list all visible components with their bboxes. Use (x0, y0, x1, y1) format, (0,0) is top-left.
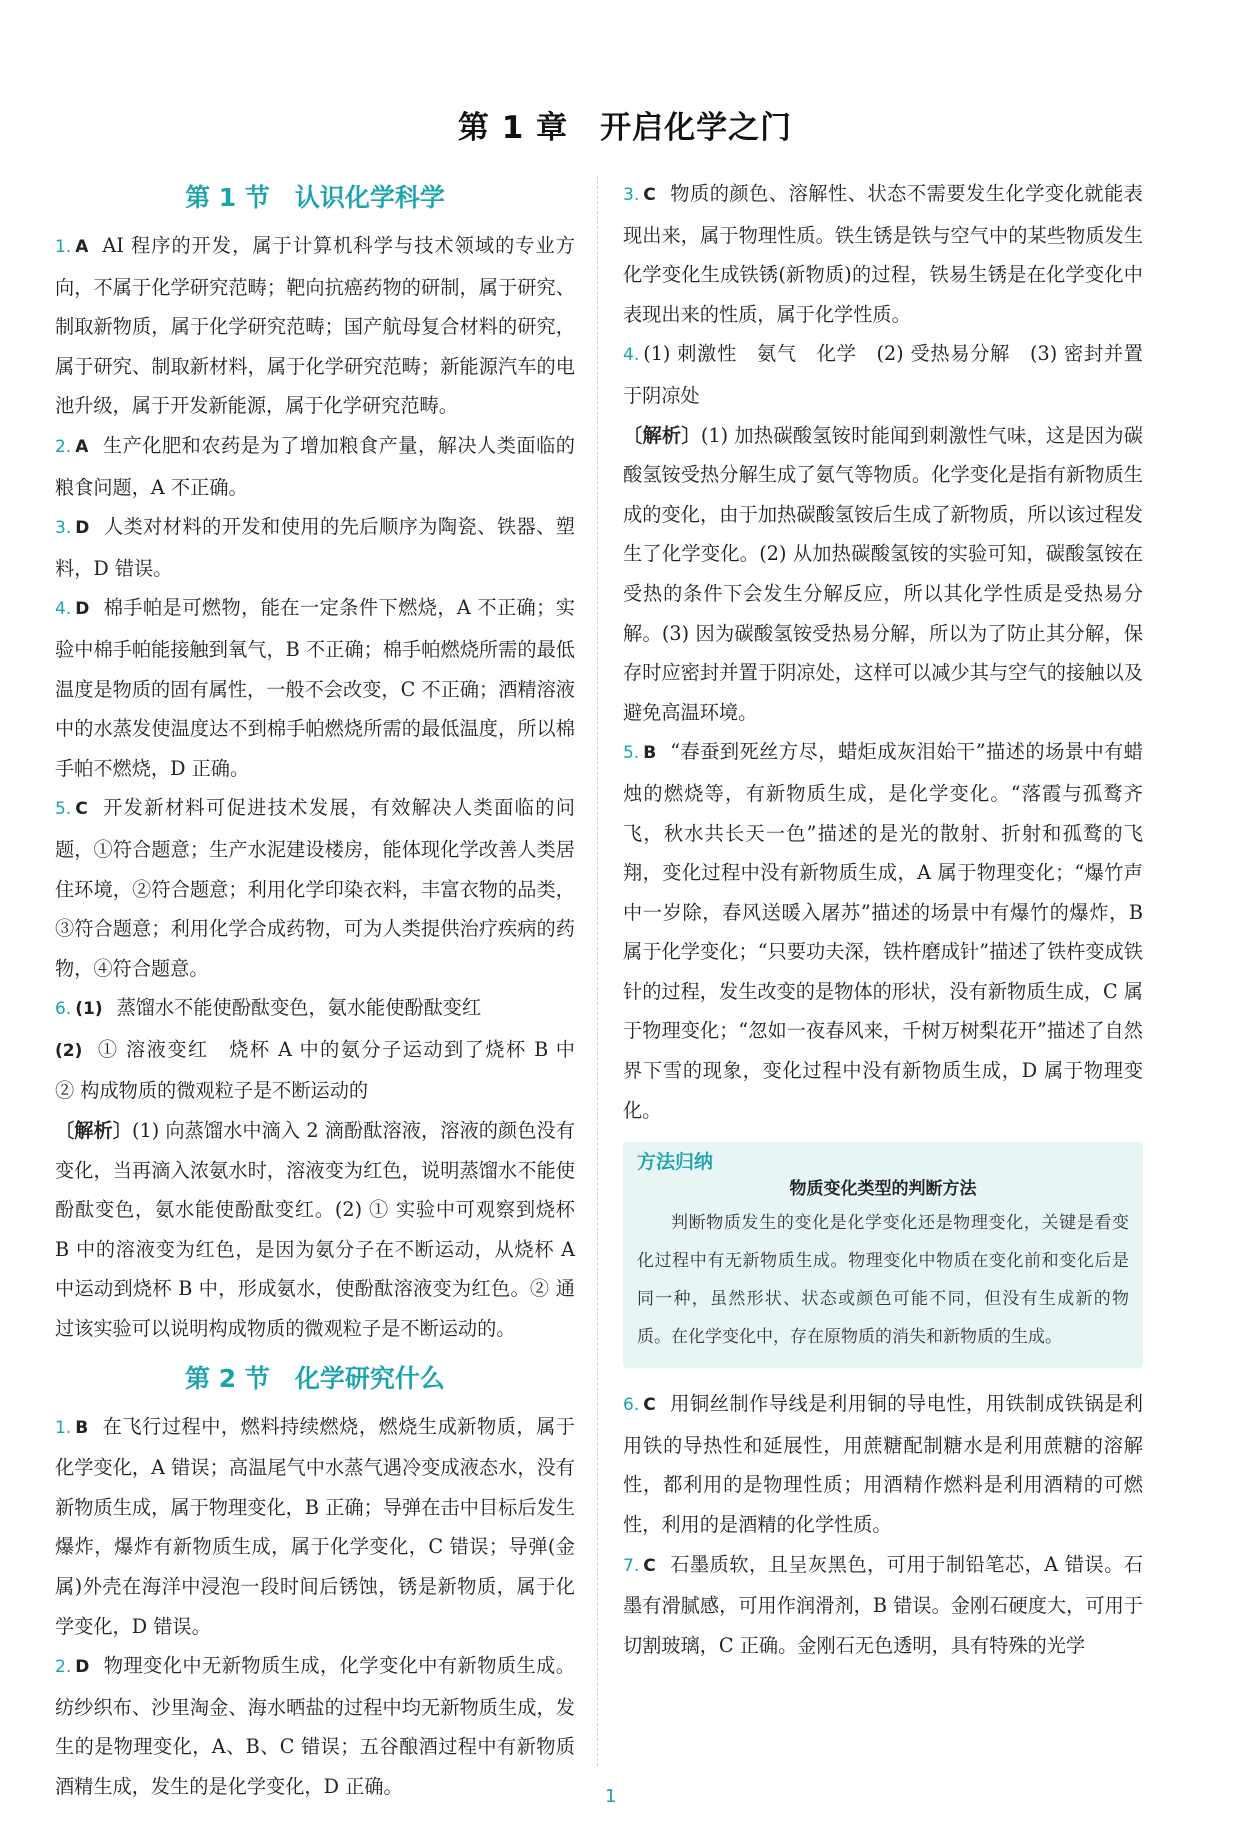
answer-text: ① 溶液变红 烧杯 A 中的氨分子运动到了烧杯 B 中 ② 构成物质的微观粒子是不断运动的 (55, 1037, 595, 1103)
analysis-paragraph (623, 416, 1143, 733)
answer-item (55, 1407, 575, 1647)
explanation-text: AI 程序的开发，属于计算机科学与技术领域的专业方向，不属于化学研究范畴；靶向抗癌药物的研制，属于研究、制取新物质，属于化学研究范畴；国产航母复合材料的研究，属于研究、制取新材料，属于化学研究范畴；新能源汽车的电池升级，属于开发新能源，属于化学研究范畴。 (55, 234, 575, 418)
answer-choice: C (75, 799, 88, 820)
explanation-text: 生产化肥和农药是为了增加粮食产量，解决人类面临的粮食问题，A 不正确。 (55, 433, 575, 499)
explanation-text: 物质的颜色、溶解性、状态不需要发生化学变化就能表现出来，属于物理性质。铁生锈是铁与空气中的某些物质发生化学变化生成铁锈(新物质)的过程，铁易生锈是在化学变化中表现出来的性质，属于化学性质。 (623, 182, 1143, 326)
explanation-text: 石墨质软，且呈灰黑色，可用于制铅笔芯，A 错误。石墨有滑腻感，可用作润滑剂，B 错误。金刚石硬度大，可用于切割玻璃，C 正确。金刚石无色透明，具有特殊的光学 (623, 1552, 1143, 1657)
answer-choice: D (75, 1657, 90, 1678)
question-number: 5. (55, 799, 72, 820)
explanation-text: “春蚕到死丝方尽，蜡炬成灰泪始干”描述的场景中有蜡烛的燃烧等，有新物质生成，是化学变化。“落霞与孤鹜齐飞，秋水共长天一色”描述的是光的散射、折射和孤鹜的飞翔，变化过程中没有新物质生成，A 属于物理变化；“爆竹声中一岁除，春风送暖入屠苏”描述的场景中有爆竹的爆炸，B 属于化学变化；“只要功夫深，铁杵磨成针”描述了铁杵变成铁针的过程，发生改变的是物体的形状，没有新物质生成，C 属于物理变化；“忽如一夜春风来，千树万树梨花开”描述了自然界下雪的现象，变化过程中没有新物质生成，D 属于物理变化。 (623, 740, 1143, 1122)
analysis-tag: 〔解析〕 (623, 423, 701, 447)
answer-item (55, 788, 575, 988)
question-number: 5. (623, 743, 640, 764)
answer-text: (1) 刺激性 氨气 化学 (2) 受热易分解 (3) 密封并置于阴凉处 (623, 342, 1143, 407)
answer-item (55, 1030, 595, 1111)
answer-text: 蒸馏水不能使酚酞变色，氨水能使酚酞变红 (116, 996, 482, 1020)
answer-item (55, 426, 575, 507)
question-number: 4. (623, 345, 640, 366)
left-column (55, 176, 595, 1807)
answer-item (623, 1545, 1143, 1666)
answer-choice: B (643, 743, 657, 764)
page-number: 1 (605, 1786, 617, 1807)
method-summary-box (623, 1142, 1143, 1368)
question-number: 2. (55, 1657, 72, 1678)
analysis-tag: 〔解析〕 (55, 1119, 133, 1143)
explanation-text: 在飞行过程中，燃料持续燃烧，燃烧生成新物质，属于化学变化，A 错误；高温尾气中水蒸气遇冷变成液态水，没有新物质生成，属于物理变化，B 正确；导弹在击中目标后发生爆炸，爆炸有新物质生成，属于化学变化，C 错误；导弹(金属)外壳在海洋中浸泡一段时间后锈蚀，锈是新物质，属于化学变化，D 错误。 (55, 1414, 575, 1638)
analysis-paragraph (55, 1111, 575, 1349)
answer-choice: A (75, 237, 89, 257)
analysis-text: (1) 加热碳酸氢铵时能闻到刺激性气味，这是因为碳酸氢铵受热分解生成了氨气等物质。化学变化是指有新物质生成的变化，由于加热碳酸氢铵后生成了新物质，所以该过程发生了化学变化。(2) 从加热碳酸氢铵的实验可知，碳酸氢铵在受热的条件下会发生分解反应，所以其化学性质是受热易分解。(3) 因为碳酸氢铵受热易分解，所以为了防止其分解，保存时应密封并置于阴凉处，这样可以减少其与空气的接触以及避免高温环境。 (623, 423, 1143, 724)
answer-choice: C (643, 185, 656, 205)
answer-item (623, 334, 1143, 415)
answer-item (55, 226, 575, 426)
analysis-text: (1) 向蒸馏水中滴入 2 滴酚酞溶液，溶液的颜色没有变化，当再滴入浓氨水时，溶液变为红色，说明蒸馏水不能使酚酞变色，氨水能使酚酞变红。(2) ① 实验中可观察到烧杯 B 中的溶液变为红色，是因为氨分子在不断运动，从烧杯 A 中运动到烧杯 B 中，形成氨水，使酚酞溶液变为红色。② 通过该实验可以说明构成物质的微观粒子是不断运动的。 (55, 1119, 575, 1341)
question-number: 4. (55, 599, 72, 620)
explanation-text: 开发新材料可促进技术发展，有效解决人类面临的问题，①符合题意；生产水泥建设楼房，能体现化学改善人类居住环境，②符合题意；利用化学印染衣料，丰富衣物的品类，③符合题意；利用化学合成药物，可为人类提供治疗疾病的药物，④符合题意。 (55, 796, 575, 980)
section-title: 第 2 节 化学研究什么 (185, 1363, 445, 1393)
answer-item (623, 1384, 1143, 1544)
answer-item (623, 174, 1143, 334)
answer-choice: C (643, 1395, 656, 1416)
question-number: 2. (55, 436, 72, 457)
chapter-title: 第 1 章 开启化学之门 (457, 110, 793, 146)
right-column (623, 174, 1143, 1665)
answer-choice: C (643, 1555, 656, 1576)
explanation-text: 棉手帕是可燃物，能在一定条件下燃烧，A 不正确；实验中棉手帕能接触到氧气，B 不正确；棉手帕燃烧所需的最低温度是物质的固有属性，一般不会改变，C 不正确；酒精溶液中的水蒸发使温度达不到棉手帕燃烧所需的最低温度，所以棉手帕不燃烧，D 正确。 (55, 596, 575, 780)
question-number: 6. (55, 999, 72, 1020)
explanation-text: 物理变化中无新物质生成，化学变化中有新物质生成。纺纱织布、沙里淘金、海水晒盐的过程中均无新物质生成，发生的是物理变化，A、B、C 错误；五谷酿酒过程中有新物质酒精生成，发生的是化学变化，D 正确。 (55, 1654, 575, 1798)
question-number: 3. (55, 518, 72, 539)
part-label: (1) (75, 999, 103, 1020)
question-number: 1. (55, 237, 72, 257)
column-divider (597, 176, 598, 1766)
answer-choice: D (75, 599, 90, 620)
section-title: 第 1 节 认识化学科学 (185, 183, 445, 212)
explanation-text: 人类对材料的开发和使用的先后顺序为陶瓷、铁器、塑料，D 错误。 (55, 515, 575, 580)
explanation-text: 用铜丝制作导线是利用铜的导电性，用铁制成铁锅是利用铁的导热性和延展性，用蔗糖配制糖水是利用蔗糖的溶解性，都利用的是物理性质；用酒精作燃料是利用酒精的可燃性，利用的是酒精的化学性质。 (623, 1392, 1143, 1537)
method-title: 物质变化类型的判断方法 (789, 1179, 977, 1200)
question-number: 1. (55, 1417, 72, 1438)
answer-item (55, 507, 575, 588)
answer-choice: A (75, 436, 89, 457)
answer-item (55, 988, 575, 1030)
answer-item (55, 1646, 575, 1806)
question-number: 6. (623, 1395, 640, 1416)
question-number: 7. (623, 1555, 640, 1576)
answer-choice: D (75, 518, 90, 539)
method-label: 方法归纳 (637, 1151, 714, 1174)
answer-item (623, 732, 1143, 1130)
question-number: 3. (623, 185, 640, 205)
part-label: (2) (55, 1040, 83, 1061)
answer-choice: B (75, 1417, 89, 1438)
answer-item (55, 588, 575, 788)
method-text: 判断物质发生的变化是化学变化还是物理变化，关键是看变化过程中有无新物质生成。物理变化中物质在变化前和变化后是同一种，虽然形状、状态或颜色可能不同，但没有生成新的物质。在化学变化中，存在原物质的消失和新物质的生成。 (637, 1213, 1129, 1348)
